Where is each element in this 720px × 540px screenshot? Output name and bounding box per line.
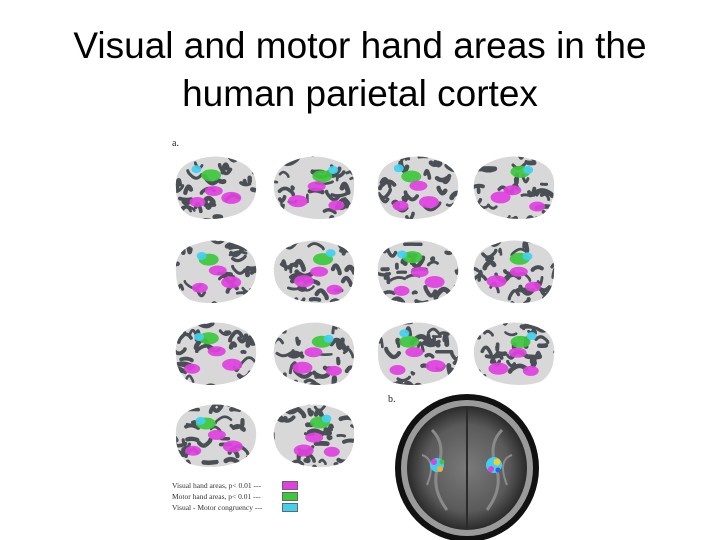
inflated-brain-7	[372, 232, 464, 312]
right-activation-cluster	[486, 457, 502, 473]
inflated-brain-4	[468, 148, 560, 228]
inflated-brain-11	[372, 314, 464, 394]
left-activation-cluster	[430, 458, 445, 472]
slide-title-line-1: Visual and motor hand areas in the	[73, 25, 647, 66]
legend-swatch-congruency	[282, 503, 298, 512]
legend	[172, 480, 298, 513]
inflated-brain-12	[468, 314, 560, 394]
inflated-brain-8	[468, 232, 560, 312]
legend-swatch-motor	[282, 492, 298, 501]
legend-item-motor	[172, 491, 298, 502]
legend-swatch-visual	[282, 481, 298, 490]
legend-label: Visual - Motor congruency ---	[172, 503, 263, 512]
axial-mri-image	[392, 390, 542, 540]
legend-item-congruency	[172, 502, 298, 513]
inflated-brain-5	[170, 232, 262, 312]
inflated-brain-10	[268, 314, 360, 394]
legend-label: Motor hand areas, p< 0.01 ---	[172, 492, 261, 501]
inflated-brain-14	[268, 396, 360, 476]
inflated-brain-1	[170, 148, 262, 228]
legend-label: Visual hand areas, p< 0.01 ---	[172, 481, 261, 490]
panel-a-label: a.	[172, 138, 179, 149]
slide-title-line-2: human parietal cortex	[182, 73, 538, 114]
inflated-brain-6	[268, 232, 360, 312]
inflated-brain-3	[372, 148, 464, 228]
inflated-brain-9	[170, 314, 262, 394]
panel-b-label: b.	[388, 394, 396, 405]
inflated-brain-2	[268, 148, 360, 228]
inflated-brain-13	[170, 396, 262, 476]
legend-item-visual	[172, 480, 298, 491]
